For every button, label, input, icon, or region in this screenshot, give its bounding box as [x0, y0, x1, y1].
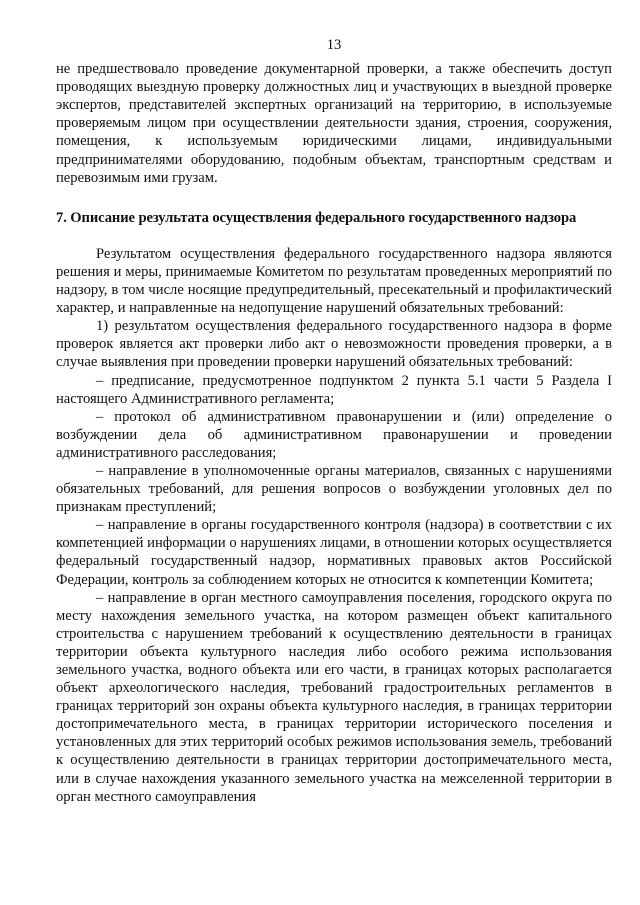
list-item-prescription: – предписание, предусмотренное подпунктом 2 пункта 5.1 части 5 Раздела I настоящего Административного регламента;	[56, 372, 612, 407]
paragraph-item-1: 1) результатом осуществления федерального государственного надзора в форме проверок является акт проверки либо акт о невозможности проведения проверки, а в случае выявления при проведении проверки нарушений обязательных требований:	[56, 318, 612, 371]
list-item-local-government-referral: – направление в орган местного самоуправления поселения, городского округа по месту нахождения земельного участка, на котором размещен объект капитального строительства с нарушением требований к осуществлению деятельности в границах территории объекта культурного наследия либо особого режима использования земельного участка, водного объекта или его части, в границах которых располагается объект археологического наследия, требований градостроительных регламентов в границах территорий зон охраны объекта культурного наследия, в границах территории достопримечательного места, в границах территории исторического поселения и установленных для этих территорий особых режимов использования земель, требований к осуществлению деятельности в границах территории достопримечательного места, или в случае нахождения указанного земельного участка на межселенной территории в орган местного самоуправления	[56, 589, 612, 805]
intro-paragraph: не предшествовало проведение документарной проверки, а также обеспечить доступ проводящих выездную проверку должностных лиц и участвующих в выездной проверке экспертов, представителей экспертных организаций на территорию, в используемые проверяемым лицом при осуществлении деятельности здания, строения, сооружения, помещения, к используемым юридическими лицами, индивидуальными предпринимателями оборудованию, подобным объектам, транспортным средствам и перевозимым ими грузам.	[56, 61, 612, 186]
list-item-protocol: – протокол об административном правонарушении и (или) определение о возбуждении дела об административном правонарушении и проведении административного расследования;	[56, 408, 612, 461]
paragraph-result-definition: Результатом осуществления федерального государственного надзора являются решения и меры, принимаемые Комитетом по результатам проведенных мероприятий по надзору, в том числе носящие предупредительный, пресекательный и профилактический характер, и направленные на недопущение нарушений обязательных требований:	[56, 245, 612, 317]
list-item-information-referral: – направление в органы государственного контроля (надзора) в соответствии с их компетенцией информации о нарушениях лицами, в отношении которых осуществляется федеральный государственный надзор, нормативных правовых актов Российской Федерации, контроль за соблюдением которых не относится к компетенции Комитета;	[56, 517, 612, 588]
list-item-materials-referral: – направление в уполномоченные органы материалов, связанных с нарушениями обязательных требований, для решения вопросов о возбуждении уголовных дел по признакам преступлений;	[56, 462, 612, 516]
section-heading: 7. Описание результата осуществления федерального государственного надзора	[56, 209, 577, 226]
page-number: 13	[326, 37, 342, 53]
